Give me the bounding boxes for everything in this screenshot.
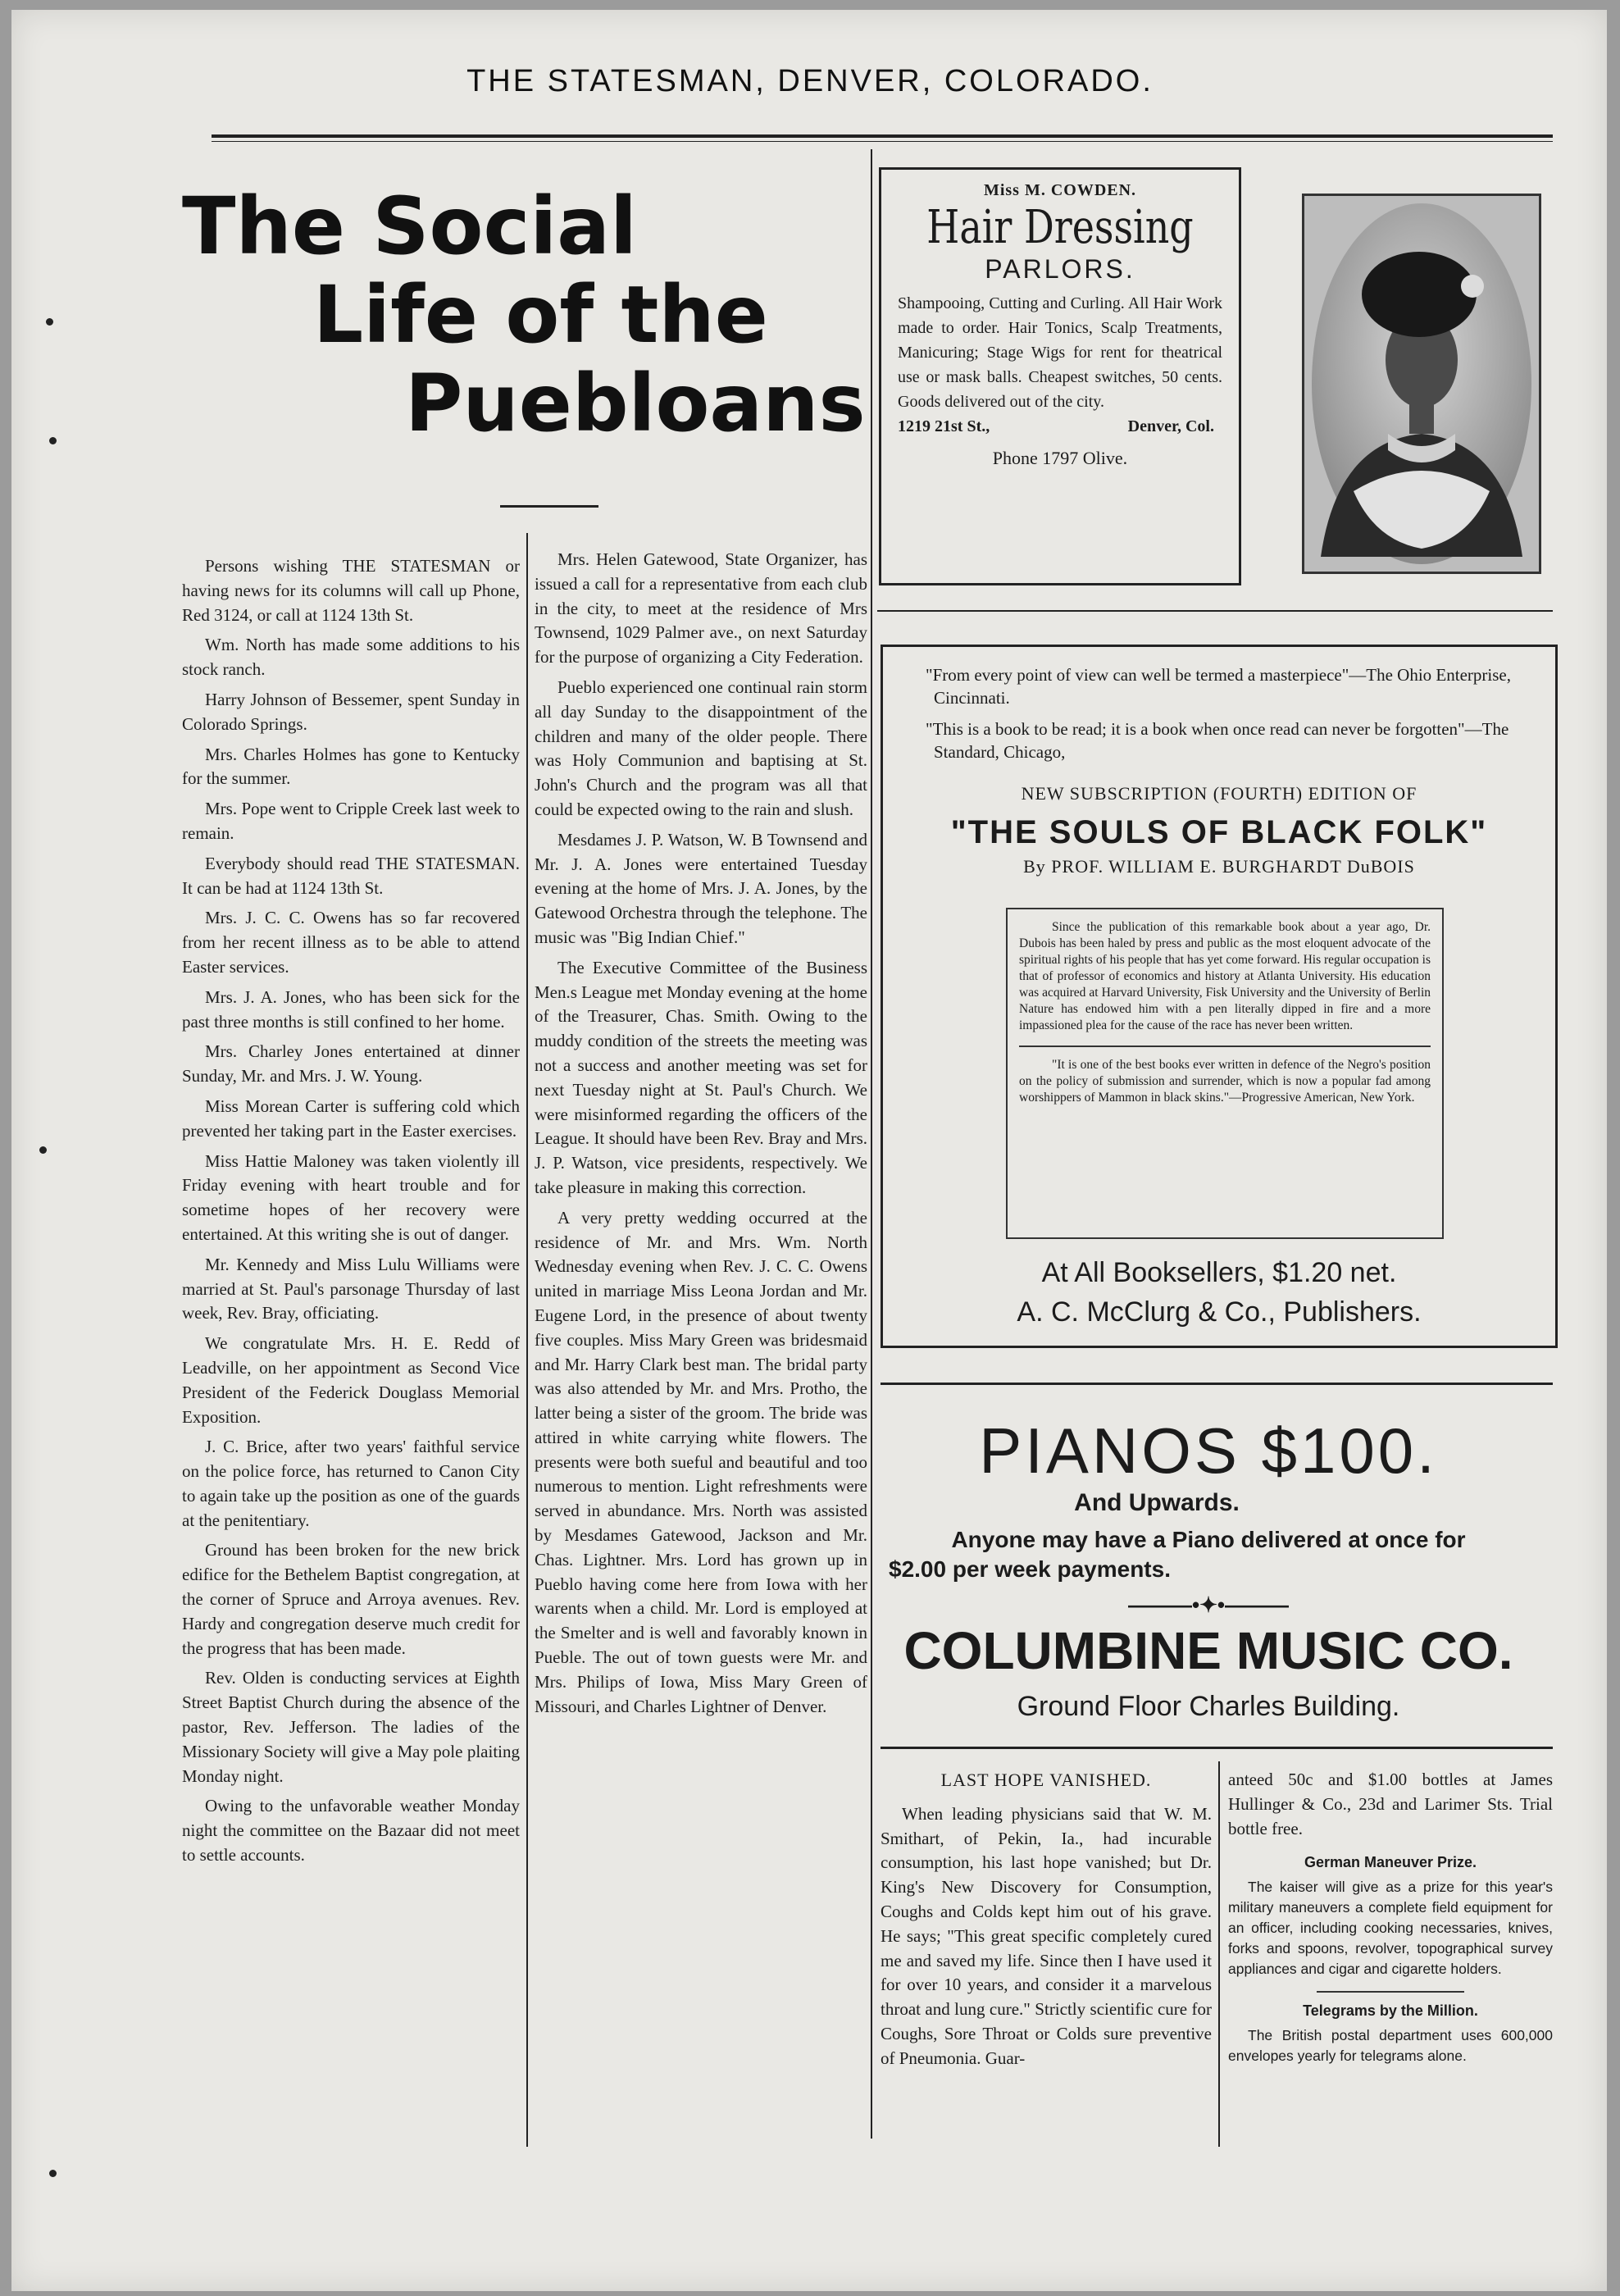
right-small-column [1228, 1768, 1553, 2066]
item-divider [1317, 1991, 1464, 1993]
description-divider [1019, 1046, 1431, 1047]
news-item: Ground has been broken for the new brick edifice for the Bethelem Baptist congregation, at the corner of Spruce and Arroya avenues. Rev. Hardy and congregation deserve much credit for the progress that has been made. [182, 1540, 520, 1658]
pianos-upwards: And Upwards. [1074, 1489, 1240, 1516]
masthead-rule-thin [212, 141, 1553, 142]
telegrams-body: The British postal department uses 600,000 envelopes yearly for telegrams alone. [1228, 2026, 1553, 2064]
section-rule [877, 610, 1553, 612]
news-item: Miss Morean Carter is suffering cold which prevented her taking part in the Easter exercises. [182, 1096, 520, 1141]
book-author: By PROF. WILLIAM E. BURGHARDT DuBOIS [1023, 856, 1415, 877]
german-prize-body: The kaiser will give as a prize for this year's military maneuvers a complete field equipment for an officer, including cooking necessaries, knives, forks and spoons, revolver, topographical survey appliances and cigar and cigarette holders. [1228, 1879, 1553, 1978]
pianos-headline: PIANOS $100. [979, 1414, 1438, 1487]
headline [182, 182, 879, 448]
hair-dressing-ad [879, 167, 1241, 585]
book-description: Since the publication of this remarkable book about a year ago, Dr. Dubois has been haled by press and public as the most eloquent advocate of the spiritual rights of his people that has yet come forward. His regular occupation is that of professor of economics and history at Atlanta University. His education was acquired at Harvard University, Fisk University and the University of Berlin Nature has endowed him with a pen literally dipped in fire and a more impassioned plea for the cause of the race has never been written. [1019, 920, 1431, 1032]
masthead: THE STATESMAN, DENVER, COLORADO. [466, 64, 1154, 98]
book-edition: NEW SUBSCRIPTION (FOURTH) EDITION OF [1021, 783, 1418, 804]
section-rule [881, 1383, 1553, 1385]
punch-hole [49, 2170, 57, 2177]
book-publisher: A. C. McClurg & Co., Publishers. [1017, 1296, 1422, 1328]
news-item: Miss Hattie Maloney was taken violently ill Friday evening with heart trouble and for sometime hopes of her recovery were entertained. At this writing she is out of danger. [182, 1150, 520, 1244]
ad-address-row [881, 417, 1239, 436]
news-item: Harry Johnson of Bessemer, spent Sunday in Colorado Springs. [182, 689, 520, 734]
headline-line-1: The Social [182, 180, 637, 272]
ad-city: Denver, Col. [1127, 417, 1214, 435]
news-item: Mrs. Helen Gatewood, State Organizer, has issued a call for a representative from each club in the city, to meet at the residence of Mrs Townsend, 1029 Palmer ave., on next Saturday for the purpose of organizing a City Federation. [535, 549, 867, 667]
last-hope-headline: LAST HOPE VANISHED. [940, 1770, 1152, 1790]
book-title: "THE SOULS OF BLACK FOLK" [950, 814, 1488, 850]
news-item: Owing to the unfavorable weather Monday night the committee on the Bazaar did not meet to settle accounts. [182, 1796, 520, 1866]
news-item: J. C. Brice, after two years' faithful service on the police force, has returned to Canon City to again take up the position as one of the guards at the penitentiary. [182, 1437, 520, 1530]
news-item: Mrs. Charles Holmes has gone to Kentucky for the summer. [182, 744, 520, 789]
review-quote-1: "From every point of view can well be termed a masterpiece"—The Ohio Enterprise, Cincinnati. [926, 665, 1511, 708]
headline-rule [500, 505, 598, 508]
book-review: "It is one of the best books ever written in defence of the Negro's position on the policy of submission and surrender, which is now a popular fad among worshippers of Mammon in black skins."—Progressive American, New York. [1019, 1058, 1431, 1105]
news-item: Mr. Kennedy and Miss Lulu Williams were married at St. Paul's parsonage Thursday of last week, Rev. Bray, officiating. [182, 1254, 520, 1323]
german-prize-headline: German Maneuver Prize. [1304, 1854, 1477, 1871]
news-item: Mrs. Pope went to Cripple Creek last week to remain. [182, 799, 520, 843]
news-item: Mrs. J. C. C. Owens has so far recovered from her recent illness as to be able to attend Easter services. [182, 908, 520, 977]
news-item: Mesdames J. P. Watson, W. B Townsend and Mr. J. A. Jones were entertained Tuesday evening at the home of Mrs. J. A. Jones, by the Gatewood Orchestra through the telephone. The music was "Big Indian Chief." [535, 829, 867, 947]
last-hope-body: When leading physicians said that W. M. Smithart, of Pekin, Ia., had incurable consumption, his last hope vanished; but Dr. King's New Discovery for Consumption, Coughs and Colds kept him out of his grave. He says; "This great specific completely cured me and saved my life. Since then I have used it for over 10 years, and consider it a marvelous throat and lung cure." Strictly scientific cure for Coughs, Sore Throat or Colds sure preventive of Pneumonia. Guar- [881, 1803, 1212, 2068]
ad-phone: Phone 1797 Olive. [992, 448, 1128, 468]
pianos-ornament: ———•✦•——— [1128, 1592, 1289, 1617]
column-1 [182, 554, 520, 1874]
souls-of-black-folk-ad [881, 645, 1558, 1348]
news-item: Rev. Olden is conducting services at Eighth Street Baptist Church during the absence of the pastor, Rev. Jefferson. The ladies of the Missionary Society will give a May pole plaiting Monday night. [182, 1668, 520, 1786]
review-quote-2: "This is a book to be read; it is a book when once read can never be forgotten"—The Standard, Chicago, [926, 719, 1509, 762]
ad-title: Hair Dressing [926, 201, 1194, 254]
news-item: We congratulate Mrs. H. E. Redd of Leadville, on her appointment as Second Vice President of the Federick Douglass Memorial Exposition. [182, 1333, 520, 1427]
portrait-photo [1302, 194, 1541, 574]
news-item: Mrs. J. A. Jones, who has been sick for the past three months is still confined to her home. [182, 986, 520, 1032]
ad-subtitle: PARLORS. [985, 254, 1135, 284]
ad-proprietor: Miss M. COWDEN. [983, 181, 1137, 199]
ad-body: Shampooing, Cutting and Curling. All Hair Work made to order. Hair Tonics, Scalp Treatments, Manicuring; Stage Wigs for rent for theatrical use or mask balls. Cheapest switches, 50 cents. Goods delivered out of the city. [898, 294, 1222, 411]
news-item: A very pretty wedding occurred at the residence of Mr. and Mrs. Wm. North Wednesday evening when Rev. J. C. C. Owens united in marriage Miss Leona Jordan and Mr. Eugene Lord, in the presence of about twenty five couples. Miss Mary Green was bridesmaid and Mr. Harry Clark best man. The bridal party was also attended by Mr. and Mrs. Protho, the latter being a sister of the groom. The bride was attired in white carrying white flowers. The presents were both sueful and beautiful and too numerous to mention. Light refreshments were served in abundance. Mrs. North was assisted by Mesdames Gatewood, Jackson and Mr. Chas. Lightner. Mrs. Lord has grown up in Pueblo having come here from Iowa with her warents when a child. Mr. Lord is employed at the Smelter and is well and favorably known in Pueble. The out of town guests were Mr. and Mrs. Philips of Iowa, Miss Mary Green of Missouri, and Charles Lightner of Denver. [535, 1207, 867, 1716]
telegrams-headline: Telegrams by the Million. [1303, 2002, 1478, 2020]
news-item: Everybody should read THE STATESMAN. It can be had at 1124 13th St. [182, 853, 520, 898]
punch-hole [46, 318, 53, 326]
last-hope-continued: anteed 50c and $1.00 bottles at James Hullinger & Co., 23d and Larimer Sts. Trial bottle free. [1228, 1770, 1553, 1838]
music-company-location: Ground Floor Charles Building. [1017, 1691, 1400, 1722]
portrait-image [1304, 196, 1539, 572]
headline-line-3: Puebloans [405, 358, 866, 449]
news-item: Pueblo experienced one continual rain storm all day Sunday to the disappointment of the children and many of the older people. There was Holy Communion and baptising at St. John's Church and the program was all that could be expected owing to the rain and slush. [535, 676, 867, 819]
masthead-rule [212, 134, 1553, 138]
punch-hole [39, 1146, 47, 1154]
book-price: At All Booksellers, $1.20 net. [1041, 1257, 1397, 1288]
news-item: Mrs. Charley Jones entertained at dinner Sunday, Mr. and Mrs. J. W. Young. [182, 1041, 520, 1086]
column-divider [1218, 1761, 1220, 2147]
column-2 [535, 548, 867, 1724]
last-hope-article [881, 1768, 1212, 2071]
punch-hole [49, 437, 57, 444]
music-company-name: COLUMBINE MUSIC CO. [903, 1621, 1513, 1680]
pianos-payments: $2.00 per week payments. [889, 1556, 1171, 1582]
news-item: Wm. North has made some additions to his stock ranch. [182, 635, 520, 680]
pianos-offer: Anyone may have a Piano delivered at once for [951, 1527, 1466, 1552]
book-description-box [1006, 908, 1444, 1239]
section-rule [881, 1747, 1553, 1749]
column-divider [526, 533, 528, 2147]
news-item: The Executive Committee of the Business Men.s League met Monday evening at the home of the Treasurer, Chas. Smith. Owing to the muddy condition of the streets the meeting was not a success and another meeting was set for next Tuesday night at St. Paul's Church. We were misinformed regarding the officers of the League. It should have been Rev. Bray and Mrs. J. P. Watson, vice presidents, respectively. We take pleasure in making this correction. [535, 957, 867, 1197]
news-item: Persons wishing THE STATESMAN or having news for its columns will call up Phone, Red 3124, or call at 1124 13th St. [182, 556, 520, 625]
headline-line-2: Life of the [313, 269, 768, 361]
ad-address: 1219 21st St., [898, 417, 990, 435]
